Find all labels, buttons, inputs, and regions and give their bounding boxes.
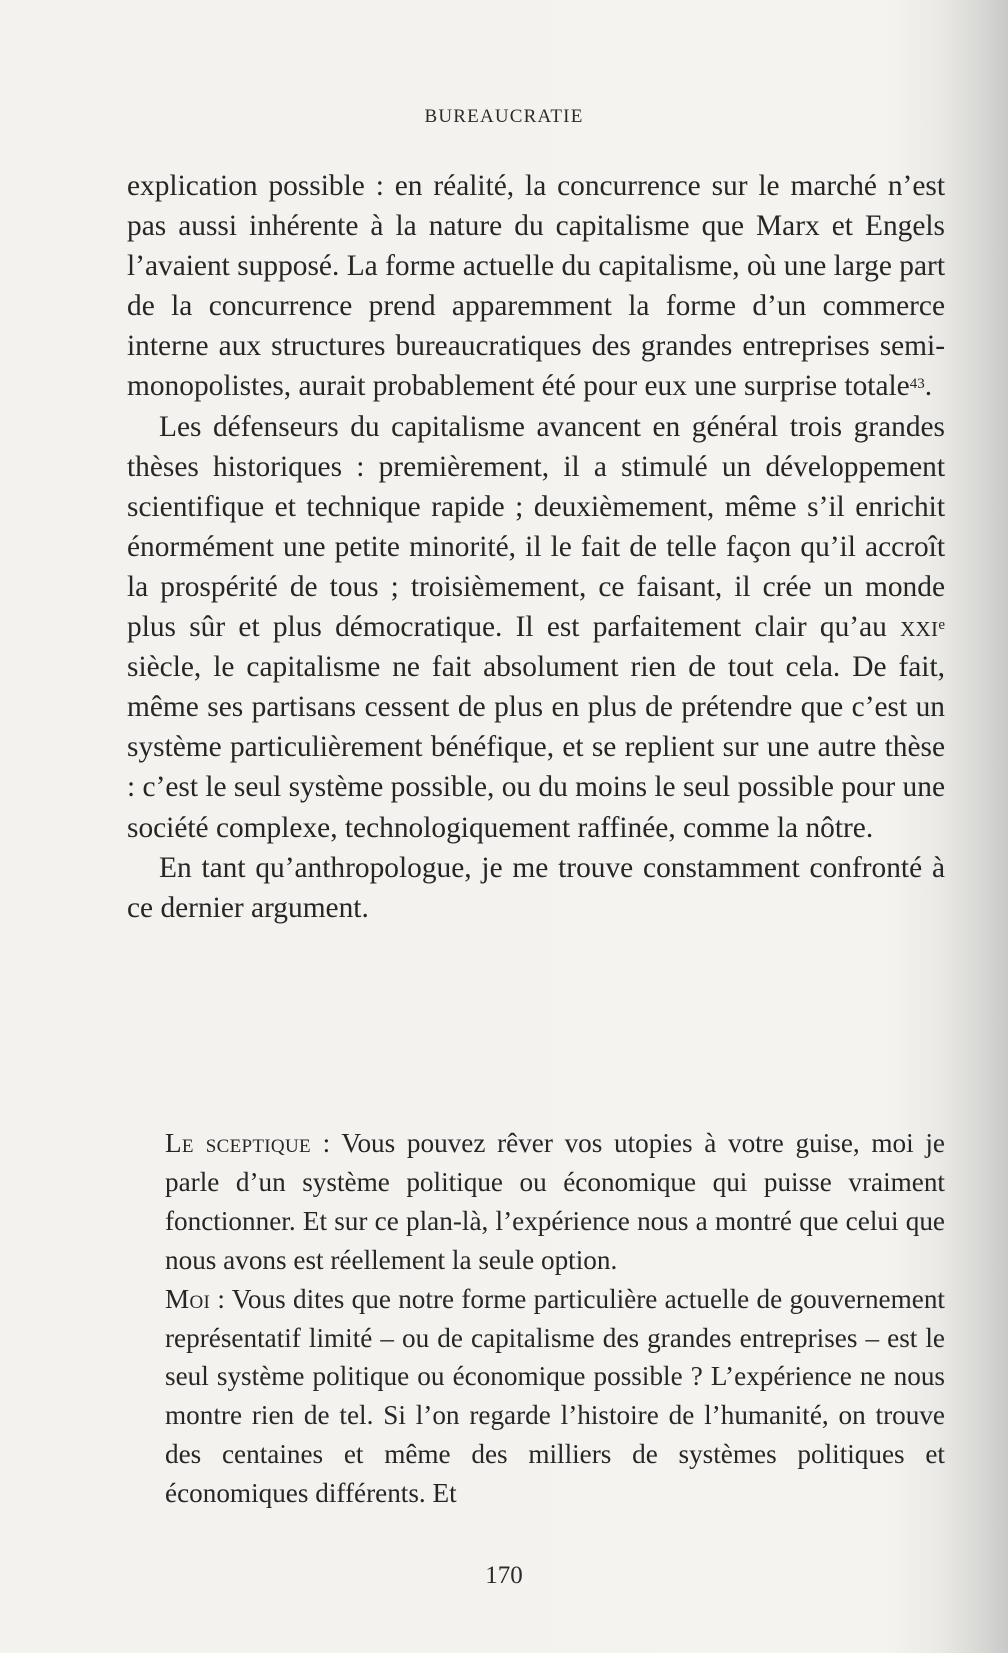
page-number: 170 xyxy=(485,1562,523,1589)
paragraph-1-text: explication possible : en réalité, la concurrence sur le marché n’est pas aussi inhérente à la nature du capitalisme que Marx et Engels l’avaient supposé. La forme actuelle du capitalisme, où une large part de la concurrence prend apparemment la forme d’un commerce interne aux structures bureaucratiques des grandes entreprises semi-monopolistes, aurait probablement été pour eux une surprise totale xyxy=(127,170,945,403)
speaker-sceptic: Le sceptique xyxy=(165,1128,311,1158)
paragraph-3 xyxy=(127,848,945,928)
main-text xyxy=(127,166,945,928)
paragraph-2-text: Les défenseurs du capitalisme avancent en général trois grandes thèses historiques : premièrement, il a stimulé un développement scientifique et technique rapide ; deuxièmement, même s’il enrichit énormément une petite minorité, il le fait de telle façon qu’il accroît la prospérité de tous ; troisièmement, ce faisant, il crée un monde plus sûr et plus démocratique. Il est parfaitement clair qu’au xyxy=(127,410,945,644)
speaker-separator: : xyxy=(210,1283,232,1314)
dialogue-block xyxy=(165,1124,945,1513)
paragraph-2 xyxy=(127,407,945,848)
dialogue-line-moi xyxy=(165,1280,945,1513)
paragraph-2-continued: siècle, le capitalisme ne fait absolument rien de tout cela. De fait, même ses partisans cessent de plus en plus de prétendre que c’est un système particulièrement bénéfique, et se replient sur une autre thèse : c’est le seul système possible, ou du moins le seul possible pour une société complexe, technologiquement raffinée, comme la nôtre. xyxy=(127,651,945,844)
dialogue-line-sceptic xyxy=(165,1124,945,1280)
dialogue-text-moi: Vous dites que notre forme particulière actuelle de gouvernement représentatif limité – ou de capitalisme des grandes entreprises – est le seul système politique ou économique possible ? L’expérience ne nous montre rien de tel. Si l’on regarde l’histoire de l’humanité, on trouve des centaines et même des milliers de systèmes politiques et économiques différents. Et xyxy=(165,1283,945,1509)
running-head: BUREAUCRATIE xyxy=(424,106,584,127)
speaker-moi: Moi xyxy=(165,1283,211,1314)
paragraph-1-end: . xyxy=(924,370,933,403)
paragraph-3-text: En tant qu’anthropologue, je me trouve constamment confronté à ce dernier argument. xyxy=(127,851,945,924)
dialogue-text-sceptic: Vous pouvez rêver vos utopies à votre guise, moi je parle d’un système politique ou économique qui puisse vraiment fonctionner. Et sur ce plan-là, l’expérience nous a montré que celui que nous avons est réellement la seule option. xyxy=(165,1128,945,1275)
century-suffix: e xyxy=(938,617,945,634)
century-numeral: xxi xyxy=(900,611,939,644)
paragraph-1 xyxy=(127,166,945,407)
speaker-separator: : xyxy=(310,1128,342,1158)
footnote-reference: 43 xyxy=(909,376,925,393)
